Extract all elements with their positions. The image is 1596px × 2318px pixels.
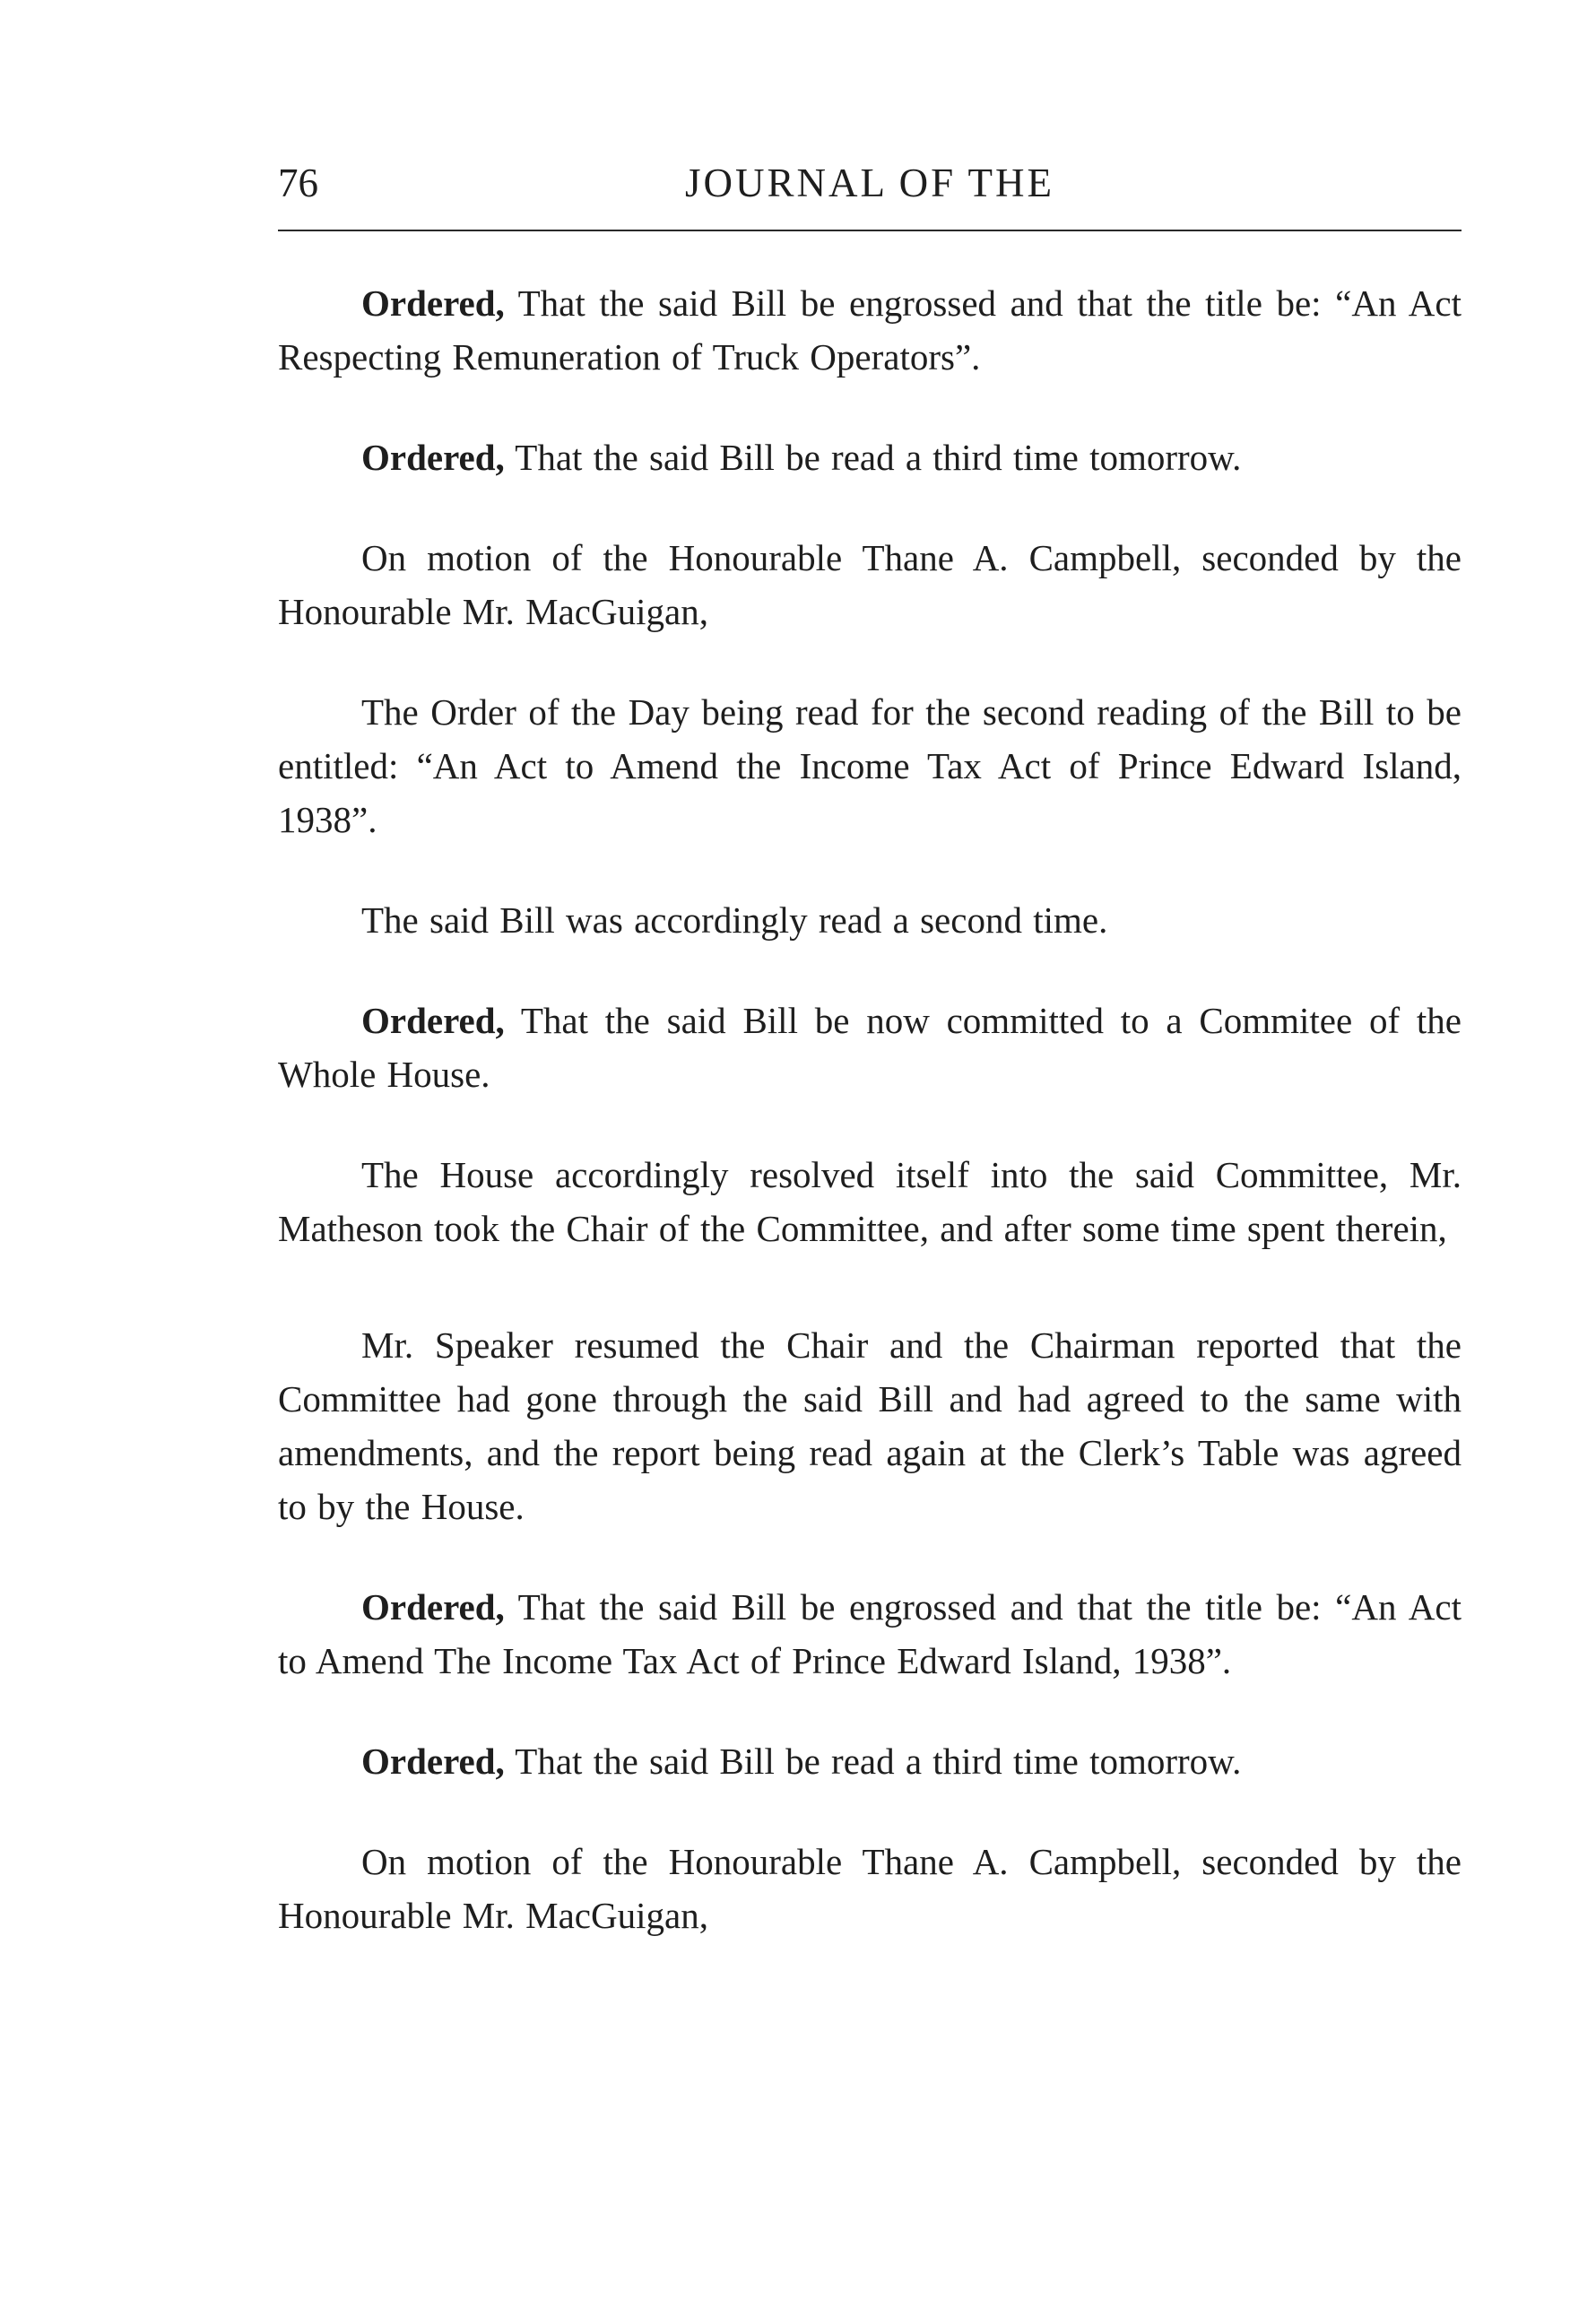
paragraph-second-reading <box>278 893 1462 947</box>
journal-page <box>278 152 1462 1989</box>
paragraph-lead: Ordered, <box>361 437 505 478</box>
paragraph-text: That the said Bill be read a third time tomorrow. <box>504 437 1242 478</box>
paragraph-ordered-third-reading-2 <box>278 1734 1462 1788</box>
paragraph-lead: Ordered, <box>361 282 505 324</box>
paragraph-order-of-day <box>278 685 1462 846</box>
paragraph-text: On motion of the Honourable Thane A. Campbell, seconded by the Honourable Mr. MacGuigan, <box>278 1841 1462 1936</box>
paragraph-motion <box>278 531 1462 638</box>
paragraph-ordered-engrossed-truck <box>278 276 1462 384</box>
paragraph-house-resolved <box>278 1148 1462 1255</box>
paragraph-ordered-engrossed-income-tax <box>278 1580 1462 1688</box>
header-rule <box>278 230 1462 231</box>
running-head: JOURNAL OF THE <box>684 161 1055 205</box>
paragraph-text: The Order of the Day being read for the second reading of the Bill to be entitled: “An Act to Amend the Income Tax Act of Prince Edward Island, 1938”. <box>278 691 1462 840</box>
paragraph-text: That the said Bill be engrossed and that the title be: “An Act Respecting Remuneration of Truck Operators”. <box>278 282 1462 378</box>
paragraph-text: That the said Bill be read a third time tomorrow. <box>504 1741 1242 1782</box>
page-header <box>278 152 1462 213</box>
paragraph-motion-2 <box>278 1835 1462 1942</box>
paragraph-text: On motion of the Honourable Thane A. Campbell, seconded by the Honourable Mr. MacGuigan, <box>278 537 1462 632</box>
paragraph-lead: Ordered, <box>361 1000 505 1041</box>
paragraph-ordered-third-reading <box>278 430 1462 484</box>
paragraph-text: That the said Bill be engrossed and that the title be: “An Act to Amend The Income Tax Act of Prince Edward Island, 1938”. <box>278 1586 1462 1681</box>
page-number: 76 <box>278 161 318 205</box>
paragraph-speaker-resumed <box>278 1318 1462 1533</box>
paragraph-text: Mr. Speaker resumed the Chair and the Chairman reported that the Committee had gone through the said Bill and had agreed to the same with amendments, and the report being read again at the Clerk’s Table was agreed to by the House. <box>278 1324 1462 1527</box>
paragraph-text: The said Bill was accordingly read a second time. <box>361 899 1108 941</box>
paragraph-ordered-committee <box>278 994 1462 1101</box>
paragraph-text: The House accordingly resolved itself into the said Committee, Mr. Matheson took the Chair of the Committee, and after some time spent therein, <box>278 1154 1462 1249</box>
paragraph-text: That the said Bill be now committed to a Commitee of the Whole House. <box>278 1000 1462 1095</box>
paragraph-lead: Ordered, <box>361 1586 505 1628</box>
paragraph-lead: Ordered, <box>361 1741 505 1782</box>
